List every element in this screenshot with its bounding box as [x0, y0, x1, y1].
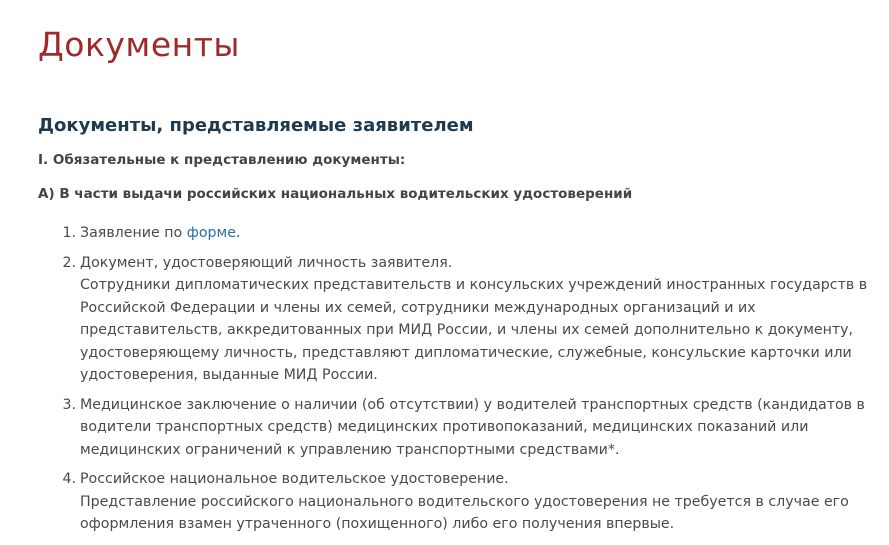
list-item-text: медицинских ограничений к управлению транспортными средствами*. [80, 441, 620, 458]
list-item-text: водители транспортных средств) медицинских противопоказаний, медицинских показаний или [80, 419, 809, 435]
list-item-text: Медицинское заключение о наличии (об отсутствии) у водителей транспортных средств (кандидатов в [80, 396, 865, 413]
list-item-text: представительств, аккредитованных при МИД России, и члены их семей дополнительно к документу, [80, 322, 854, 338]
list-item-text: . [235, 225, 241, 241]
list-item [38, 252, 868, 387]
list-item-number: 1. [62, 225, 76, 241]
list-item-text: удостоверяющему личность, представляют дипломатические, служебные, консульские карточки или [80, 344, 852, 361]
list-item [38, 468, 851, 536]
list-item-text: Сотрудники дипломатических представительств и консульских учреждений иностранных государств в [80, 277, 868, 293]
section-title: Документы, представляемые заявителем [38, 115, 474, 136]
list-item-text: Документ, удостоверяющий личность заявителя. [80, 254, 453, 271]
list-item-text: Российское национальное водительское удостоверение. [80, 471, 509, 487]
list-item-number: 2. [62, 254, 76, 271]
list-item-text: Представление российского национального водительского удостоверения не требуется в случае его [80, 493, 849, 510]
subhead-licenses: А) В части выдачи российских национальных водительских удостоверений [38, 186, 633, 202]
list-item-number: 4. [62, 471, 76, 487]
list-item-number: 3. [62, 396, 76, 413]
subhead-mandatory: I. Обязательные к представлению документы: [38, 152, 406, 168]
documents-list [38, 222, 868, 536]
list-item-text: Российской Федерации и члены их семей, сотрудники международных организаций и их [80, 299, 756, 316]
list-item-text: Заявление по [80, 225, 187, 241]
list-item-text: удостоверения, выданные МИД России. [80, 367, 378, 383]
list-item [38, 222, 851, 245]
list-item-text: оформления взамен утраченного (похищенного) либо его получения впервые. [80, 516, 675, 532]
form-link[interactable]: форме [186, 225, 236, 241]
page-title: Документы [38, 25, 240, 64]
list-item [38, 394, 865, 462]
